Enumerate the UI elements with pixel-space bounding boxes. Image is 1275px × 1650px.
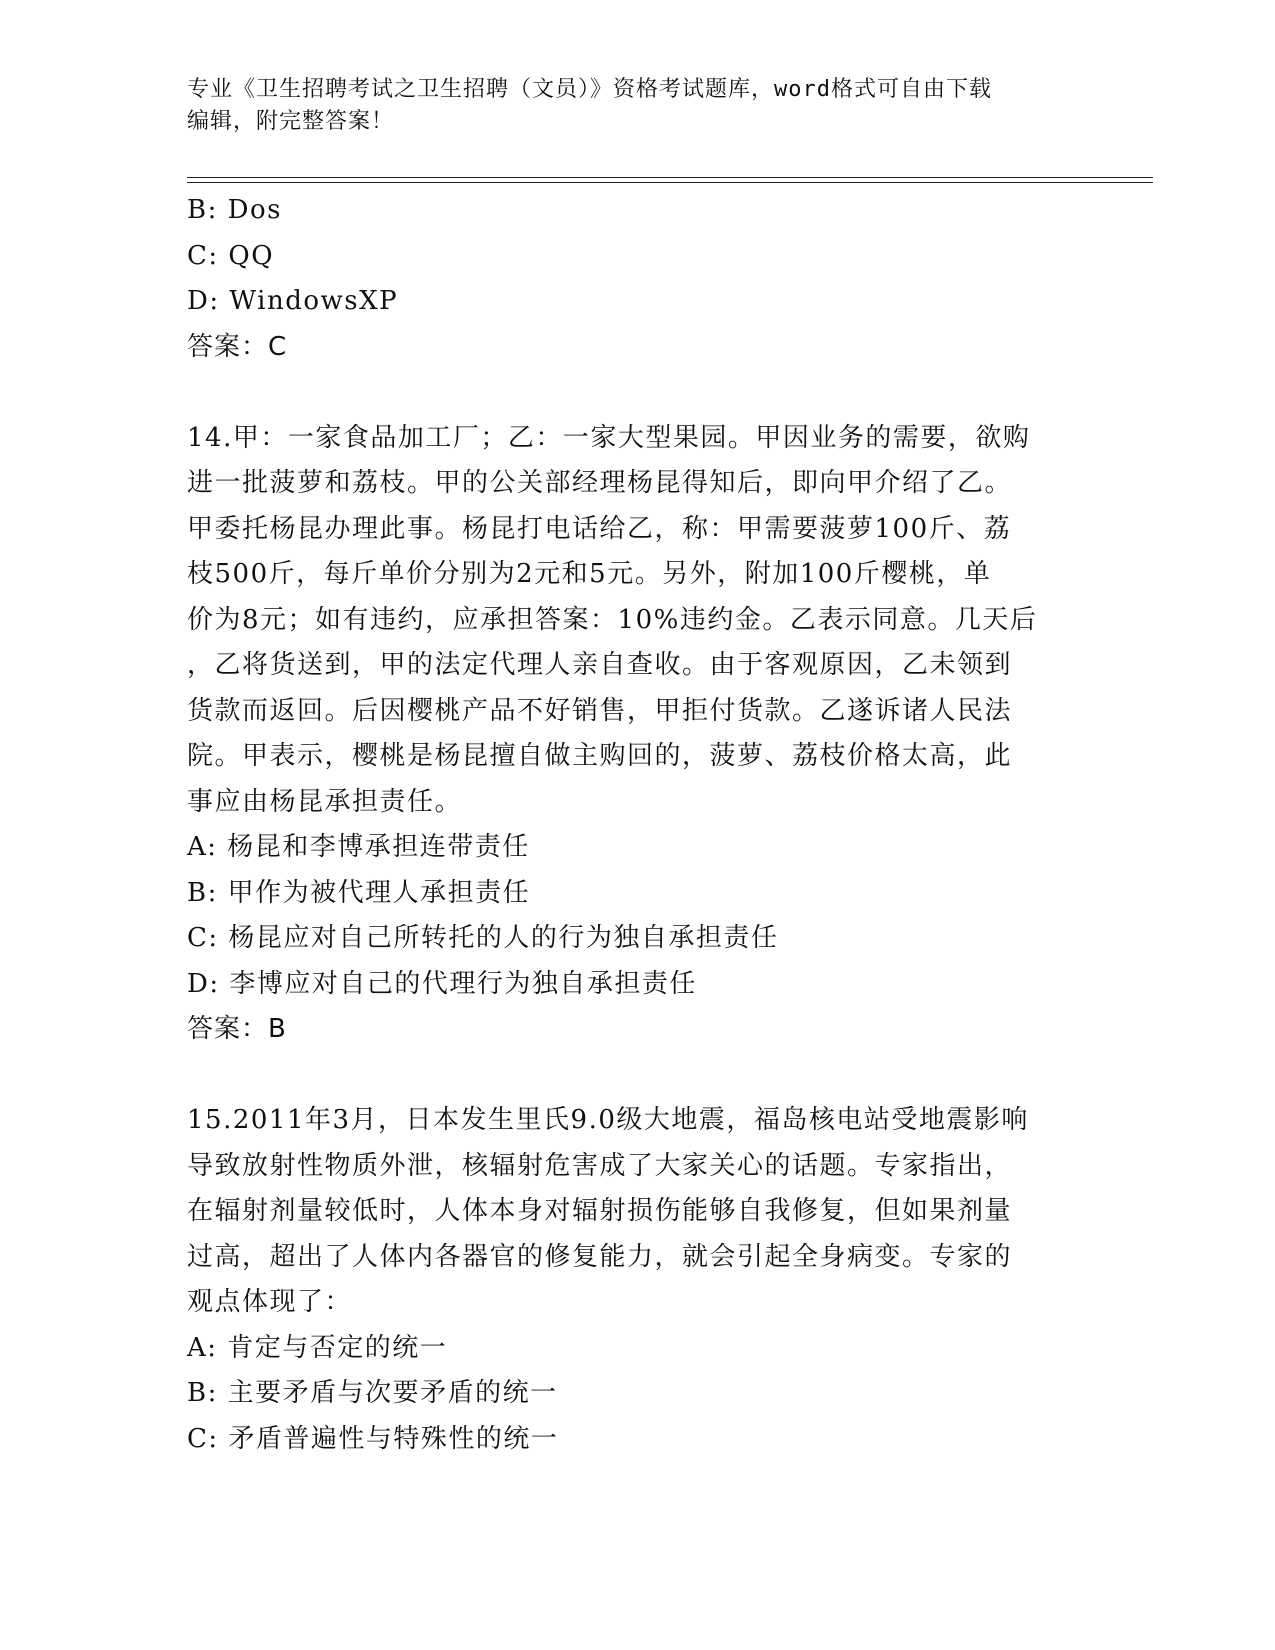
header-rule-bottom (187, 182, 1153, 183)
q14-option-d: D: 李博应对自己的代理行为独自承担责任 (187, 968, 697, 999)
q15-stem-line: 导致放射性物质外泄，核辐射危害成了大家关心的话题。专家指出， (187, 1150, 1013, 1181)
q15-stem (187, 1098, 1087, 1326)
q14-stem-line: 货款而返回。后因樱桃产品不好销售，甲拒付货款。乙遂诉诸人民法 (187, 695, 1013, 726)
q14-stem-line: 枝500斤，每斤单价分别为2元和5元。另外，附加100斤樱桃，单 (187, 559, 992, 589)
q15-stem-line: 观点体现了： (187, 1287, 353, 1317)
q14-option-c: C: 杨昆应对自己所转托的人的行为独自承担责任 (187, 923, 779, 953)
header-line-1: 专业《卫生招聘考试之卫生招聘（文员）》资格考试题库，word格式可自由下载 (187, 77, 992, 102)
q14-stem-line: ，乙将货送到，甲的法定代理人亲自查收。由于客观原因，乙未领到 (187, 650, 1013, 680)
q14-stem-line: 进一批菠萝和荔枝。甲的公关部经理杨昆得知后，即向甲介绍了乙。 (187, 468, 1013, 498)
document-body (187, 188, 1087, 1462)
spacer (187, 1053, 1087, 1099)
q14-stem (187, 416, 1087, 826)
q14-option-b: B: 甲作为被代理人承担责任 (187, 877, 531, 908)
q15-option-a: A: 肯定与否定的统一 (187, 1332, 448, 1363)
q13-option-c: C: QQ (187, 240, 275, 271)
q14-stem-line: 甲委托杨昆办理此事。杨昆打电话给乙，称：甲需要菠萝100斤、荔 (187, 513, 1012, 544)
header-line-2: 编辑，附完整答案！ (187, 109, 395, 134)
document-header (187, 74, 1087, 138)
q14-stem-line: 院。甲表示，樱桃是杨昆擅自做主购回的，菠萝、荔枝价格太高，此 (187, 741, 1013, 771)
q15-stem-line: 在辐射剂量较低时，人体本身对辐射损伤能够自我修复，但如果剂量 (187, 1196, 1013, 1226)
q13-answer: 答案：C (187, 331, 288, 362)
q15-stem-line: 15.2011年3月，日本发生里氏9.0级大地震，福岛核电站受地震影响 (187, 1105, 1029, 1135)
q14-stem-line: 14.甲：一家食品加工厂；乙：一家大型果园。甲因业务的需要，欲购 (187, 422, 1031, 453)
q14-answer: 答案：B (187, 1014, 287, 1044)
q14-option-a: A: 杨昆和李博承担连带责任 (187, 832, 530, 862)
q14-stem-line: 事应由杨昆承担责任。 (187, 786, 463, 817)
q15-option-b: B: 主要矛盾与次要矛盾的统一 (187, 1378, 558, 1408)
header-rule-top (187, 177, 1153, 178)
q15-option-c: C: 矛盾普遍性与特殊性的统一 (187, 1423, 559, 1454)
q14-stem-line: 价为8元；如有违约，应承担答案：10%违约金。乙表示同意。几天后 (187, 604, 1038, 635)
spacer (187, 370, 1087, 416)
q13-option-b: B: Dos (187, 195, 282, 225)
q13-option-d: D: WindowsXP (187, 286, 399, 316)
q15-stem-line: 过高，超出了人体内各器官的修复能力，就会引起全身病变。专家的 (187, 1241, 1013, 1272)
